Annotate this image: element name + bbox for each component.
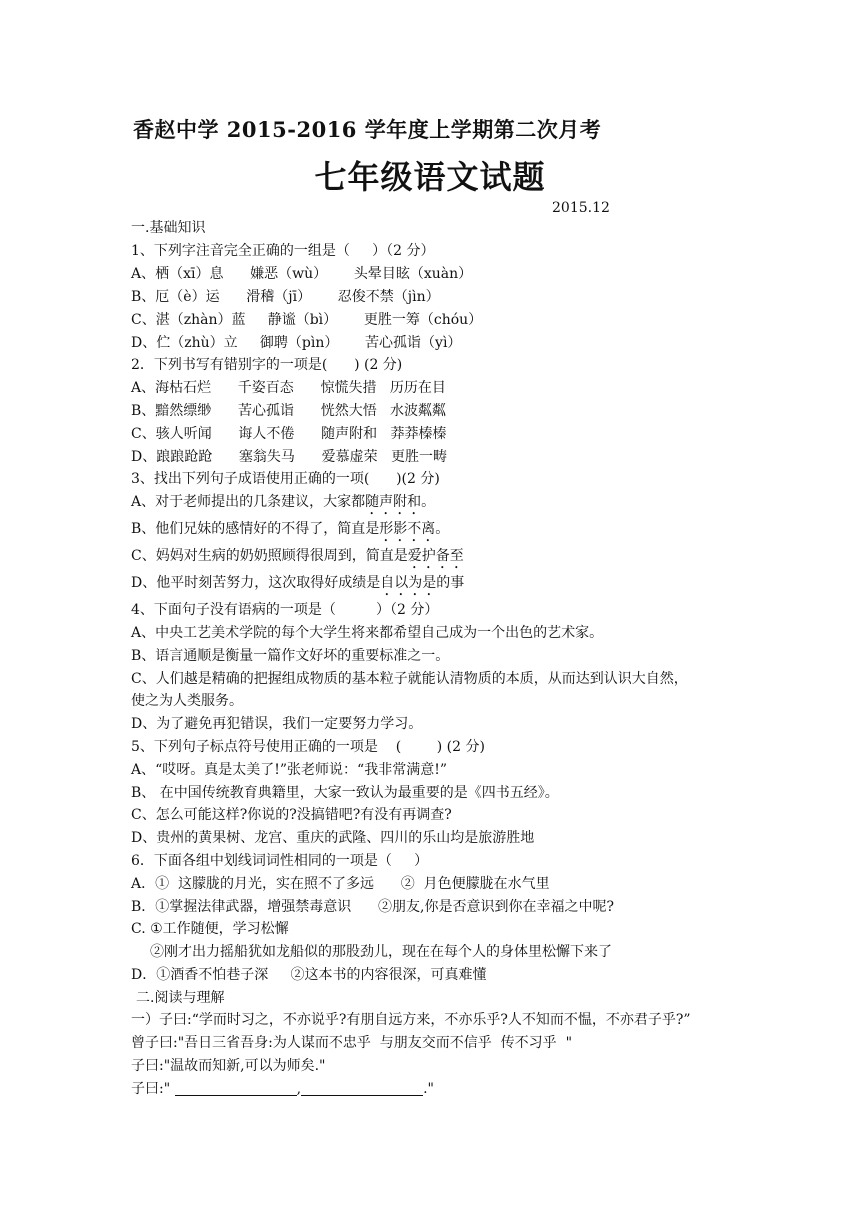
question-3-stem: 3、找出下列句子成语使用正确的一项( )(2 分) [131, 471, 440, 487]
question-6-option-c-line1: C. ①工作随便，学习松懈 [131, 921, 289, 937]
option-text: 。 [435, 521, 450, 537]
fill-separator: , [296, 1081, 302, 1097]
section-heading-basic: 一.基础知识 [131, 220, 206, 236]
question-2-stem: 2．下列书写有错别字的一项是( ) (2 分) [131, 357, 403, 373]
page-title: 七年级语文试题 [314, 158, 546, 196]
reading-paragraph-2: 曾子曰:"吾日三省吾身:为人谋而不忠乎 与朋友交而不信乎 传不习乎 " [131, 1035, 573, 1051]
question-5-option-c: C、怎么可能这样?你说的?没搞错吧?有没有再调查? [131, 807, 452, 823]
reading-fill-line [131, 1080, 434, 1098]
question-4-option-b: B、语言通顺是衡量一篇作文好坏的重要标准之一。 [131, 648, 450, 664]
question-4-stem: 4、下面句子没有语病的一项是（ ）（2 分） [131, 602, 439, 618]
dotted-idiom: 爱护备至 [407, 548, 464, 564]
question-3-option-c [131, 547, 464, 572]
question-6-stem: 6．下面各组中划线词词性相同的一项是（ ） [131, 853, 429, 869]
question-5-option-d: D、贵州的黄果树、龙宫、重庆的武隆、四川的乐山均是旅游胜地 [131, 830, 535, 846]
question-1-stem: 1、下列字注音完全正确的一组是（ ）（2 分） [131, 243, 435, 259]
question-1-option-c: C、湛（zhàn）蓝 静谧（bì） 更胜一筹（chóu） [131, 312, 483, 328]
question-1-option-a: A、栖（xī）息 嫌恶（wù） 头晕目眩（xuàn） [131, 266, 473, 282]
question-6-option-b: B．①掌握法律武器，增强禁毒意识 ②朋友,你是否意识到你在幸福之中呢? [131, 899, 614, 915]
answer-blank-1[interactable] [175, 1081, 297, 1096]
question-2-option-b: B、黯然缥缈 苦心孤诣 恍然大悟 水波粼粼 [131, 403, 447, 419]
dotted-idiom: 形影不离 [379, 521, 436, 537]
question-2-option-d: D、踉踉跄跄 塞翁失马 爱慕虚荣 更胜一畴 [131, 449, 447, 465]
question-4-option-d: D、为了避免再犯错误，我们一定要努力学习。 [131, 716, 423, 732]
question-3-option-d [131, 574, 464, 599]
fill-suffix: ." [423, 1081, 434, 1097]
question-4-option-c-line1: C、人们越是精确的把握组成物质的基本粒子就能认清物质的本质，从而达到认识大自然， [131, 671, 688, 687]
option-text: B、他们兄妹的感情好的不得了，简直是 [131, 521, 380, 537]
question-1-option-b: B、厄（è）运 滑稽（jī） 忍俊不禁（jìn） [131, 289, 440, 305]
answer-blank-2[interactable] [301, 1081, 423, 1096]
section-heading-reading: 二.阅读与理解 [136, 990, 225, 1006]
question-3-option-b [131, 520, 449, 545]
question-6-option-c-line2: ②刚才出力摇船犹如龙船似的那股劲儿，现在在每个人的身体里松懈下来了 [150, 944, 612, 960]
option-text: C、妈妈对生病的奶奶照顾得很周到，简直是 [131, 548, 408, 564]
question-4-option-c-line2: 使之为人类服务。 [131, 693, 243, 709]
question-1-option-d: D、伫（zhù）立 御聘（pìn） 苦心孤诣（yì） [131, 335, 462, 351]
question-3-option-a [131, 493, 435, 518]
option-text: 。 [421, 494, 436, 510]
question-2-option-a: A、海枯石烂 千姿百态 惊慌失措 历历在目 [131, 380, 446, 396]
reading-paragraph-1: 一）子曰:“学而时习之，不亦说乎?有朋自远方来，不亦乐乎?人不知而不愠，不亦君子乎?” [131, 1012, 691, 1028]
question-2-option-c: C、骇人听闻 诲人不倦 随声附和 莽莽榛榛 [131, 426, 447, 442]
dotted-idiom: 自以为是 [380, 575, 437, 591]
fill-prefix: 子曰:" [131, 1081, 175, 1097]
dotted-idiom: 随声附和 [365, 494, 422, 510]
question-6-option-a: A．① 这朦胧的月光，实在照不了多远 ② 月色便朦胧在水气里 [131, 876, 550, 892]
question-5-option-a: A、“哎呀。真是太美了!”张老师说：“我非常满意!” [131, 762, 447, 778]
question-5-option-b: B、 在中国传统教育典籍里，大家一致认为最重要的是《四书五经》。 [131, 785, 559, 801]
reading-paragraph-3: 子曰:"温故而知新,可以为师矣." [131, 1058, 326, 1074]
exam-date: 2015.12 [552, 200, 610, 216]
option-text: A、对于老师提出的几条建议，大家都 [131, 494, 366, 510]
option-text: 的事 [436, 575, 465, 591]
question-6-option-d: D．①酒香不怕巷子深 ②这本书的内容很深，可真难懂 [131, 967, 487, 983]
school-exam-line: 香赵中学 2015-2016 学年度上学期第二次月考 [133, 117, 602, 142]
question-4-option-a: A、中央工艺美术学院的每个大学生将来都希望自己成为一个出色的艺术家。 [131, 625, 604, 641]
option-text: D、他平时刻苦努力，这次取得好成绩是 [131, 575, 381, 591]
question-5-stem: 5、下列句子标点符号使用正确的一项是 ( ) (2 分) [131, 739, 485, 755]
